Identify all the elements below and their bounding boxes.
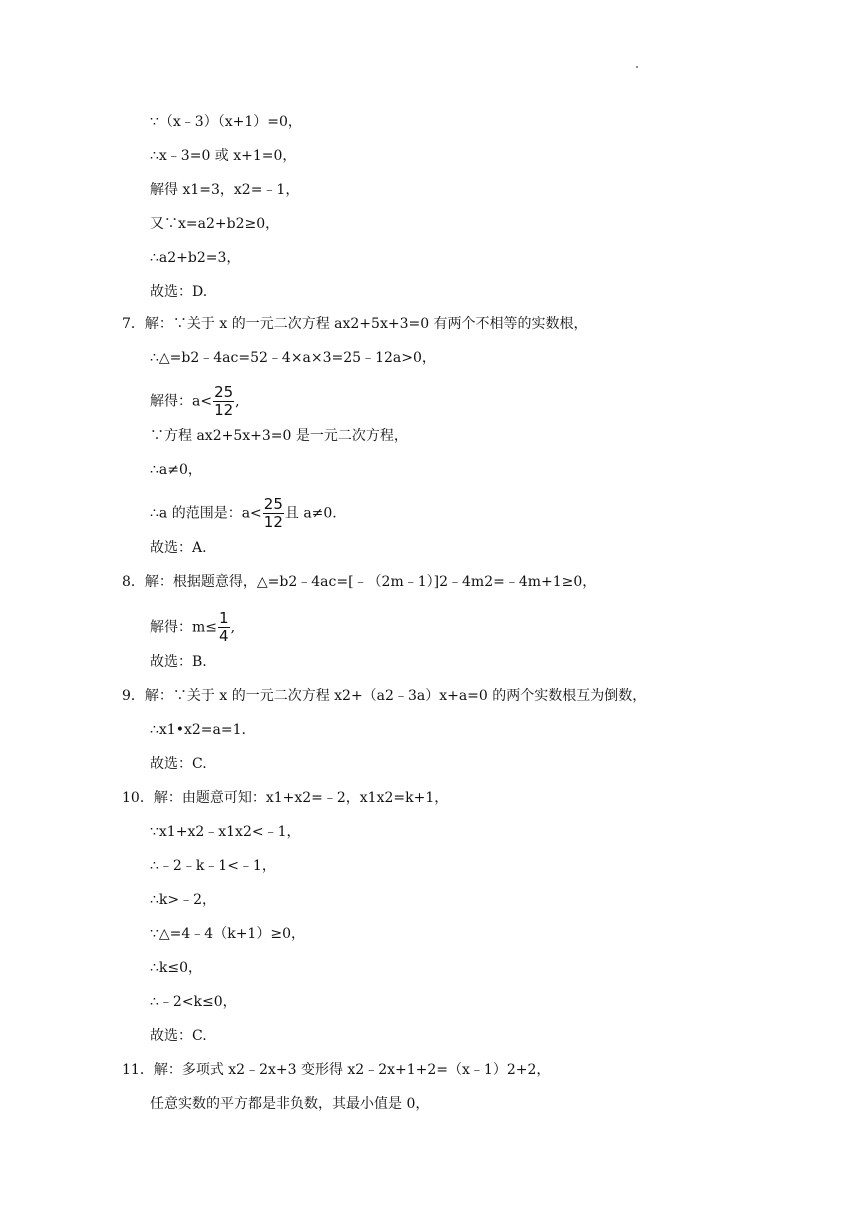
text-line: 故选：C. xyxy=(150,756,207,772)
text-line: ∴﹣2<k≤0， xyxy=(150,994,237,1010)
text-line: ∵（x﹣3）（x+1）=0， xyxy=(150,114,302,130)
text-line-fraction xyxy=(150,384,240,419)
text-line: 故选：C. xyxy=(150,1028,207,1044)
fraction-numerator: 1 xyxy=(219,609,229,627)
fraction-numerator: 25 xyxy=(214,383,234,401)
text-segment: 解得：a< xyxy=(150,393,213,410)
text-line: ∴k≤0， xyxy=(150,960,203,976)
text-line: 故选：A. xyxy=(150,540,207,556)
problem-8: 8．解：根据题意得，△=b2﹣4ac=[﹣（2m﹣1）]2﹣4m2=﹣4m+1≥0， xyxy=(122,574,597,590)
problem-7: 7．解：∵关于 x 的一元二次方程 ax2+5x+3=0 有两个不相等的实数根， xyxy=(122,316,588,332)
problem-10: 10．解：由题意可知：x1+x2=﹣2，x1x2=k+1， xyxy=(122,790,449,806)
text-line-fraction xyxy=(150,496,337,531)
text-line: ∴﹣2﹣k﹣1<﹣1， xyxy=(150,858,276,874)
text-line: ∴k>﹣2， xyxy=(150,892,217,908)
fraction-denominator: 4 xyxy=(219,627,229,645)
text-line: ∵方程 ax2+5x+3=0 是一元二次方程， xyxy=(150,428,408,444)
text-line: 解得 x1=3，x2=﹣1， xyxy=(150,182,300,198)
text-line-fraction xyxy=(150,610,235,645)
fraction-denominator: 12 xyxy=(263,513,283,531)
text-segment: 且 a≠0. xyxy=(284,505,337,522)
text-line: 任意实数的平方都是非负数，其最小值是 0， xyxy=(150,1096,430,1112)
fraction xyxy=(218,610,230,645)
text-line: ∴a2+b2=3， xyxy=(150,250,241,266)
problem-11: 11．解：多项式 x2﹣2x+3 变形得 x2﹣2x+1+2=（x﹣1）2+2， xyxy=(122,1062,551,1078)
text-line: ∵△=4﹣4（k+1）≥0， xyxy=(150,926,305,942)
header-dot xyxy=(636,66,638,68)
fraction xyxy=(263,496,284,531)
text-line: 故选：B. xyxy=(150,654,207,670)
problem-9: 9．解：∵关于 x 的一元二次方程 x2+（a2﹣3a）x+a=0 的两个实数根互为倒数， xyxy=(122,688,647,704)
fraction xyxy=(213,384,234,419)
text-line: ∴a≠0， xyxy=(150,462,202,478)
text-line: 又∵x=a2+b2≥0， xyxy=(150,216,280,232)
text-line: ∴x﹣3=0 或 x+1=0， xyxy=(150,148,297,164)
text-segment: , xyxy=(235,393,240,410)
text-line: ∴△=b2﹣4ac=52﹣4×a×3=25﹣12a>0， xyxy=(150,350,436,366)
fraction-denominator: 12 xyxy=(214,401,234,419)
text-segment: 解得：m≤ xyxy=(150,619,218,636)
text-segment: , xyxy=(230,619,236,636)
text-line: 故选：D. xyxy=(150,284,208,300)
text-line: ∵x1+x2﹣x1x2<﹣1， xyxy=(150,824,301,840)
text-segment: ∴a 的范围是：a< xyxy=(150,505,262,522)
fraction-numerator: 25 xyxy=(263,495,283,513)
text-line: ∴x1•x2=a=1. xyxy=(150,722,246,738)
